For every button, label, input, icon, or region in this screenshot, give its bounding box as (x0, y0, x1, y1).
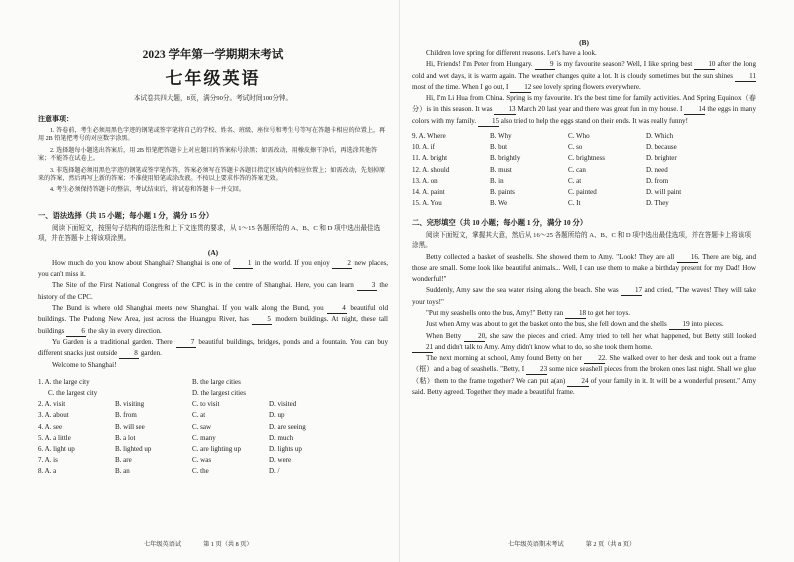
page-footer: 七年级英语期末考试 第 2 页（共 8 页） (508, 541, 636, 548)
option[interactable]: B. lighted up (115, 445, 152, 454)
passage-a-title: (A) (207, 247, 219, 257)
passage-a-paragraph: How much do you know about Shanghai? Shanghai is one of 1 in the world. If you enjoy 2 new places, you can't miss it. (38, 258, 388, 279)
option-row (38, 399, 388, 410)
answer-blank[interactable]: 22 (584, 354, 605, 364)
option[interactable]: B. brightly (490, 154, 521, 163)
option[interactable]: 12. A. should (412, 165, 450, 174)
option[interactable]: 11. A. bright (412, 154, 448, 163)
answer-blank[interactable]: 1 (233, 259, 253, 269)
notice-item: 1. 答卷前，考生必须用黑色字迹的钢笔或签字笔将自己的学校、姓名、班级、座位号和考生号等写在答题卡相应的位置上，再用 2B 铅笔把考号的对应数字涂黑。 (38, 128, 386, 143)
option-row (38, 410, 388, 421)
option[interactable]: 15. A. You (412, 199, 442, 208)
section2-instructions: 阅读下面短文，掌握其大意，然后从 16～25 各题所给的 A、B、C 和 D 项中选出最佳选项，并在答题卡上将该项涂黑。 (412, 231, 751, 249)
option[interactable]: B. We (490, 199, 508, 208)
notice-item: 2. 选择题每小题选出答案后，用 2B 铅笔把答题卡上对应题目的答案标号涂黑；如需改动，用橡皮擦干净后，再选涂其他答案；不能答在试卷上。 (38, 147, 378, 163)
cloze-paragraph: "Put my seashells onto the bus, Amy!" Betty ran 18 to get her toys. (426, 308, 631, 317)
option[interactable]: D. much (269, 433, 294, 442)
option[interactable]: B. Why (490, 132, 512, 141)
answer-blank[interactable]: 3 (357, 281, 377, 291)
option[interactable]: D. brighter (646, 154, 677, 163)
cloze-paragraph: The next morning at school, Amy found Betty on her 22. She walked over to her desk and took out a frame（框）and a bag of seashells. "Betty, I 23 some nice seashell pieces from the broken ones last night. Shall we glue（粘）them to the frame together? We can put a(an) 24 of your family in it. It will be a wonderful present." Amy said. Betty agreed. Together they made a beautiful frame. (412, 354, 756, 397)
option-row (412, 176, 756, 187)
option[interactable]: C. was (192, 456, 212, 465)
answer-blank[interactable]: 10 (694, 60, 715, 70)
option[interactable]: D. Which (646, 132, 674, 141)
option[interactable]: 2. A. visit (38, 400, 66, 409)
option[interactable]: C. painted (568, 188, 597, 197)
options-b (412, 131, 756, 209)
option[interactable]: D. need (646, 165, 668, 174)
option[interactable]: C. at (192, 411, 206, 420)
page-right (400, 0, 794, 562)
passage-b-title: (B) (579, 38, 589, 47)
option[interactable]: C. the largest city (48, 389, 98, 398)
answer-blank[interactable]: 11 (735, 72, 756, 82)
option[interactable]: D. lights up (269, 445, 302, 454)
option[interactable]: D. / (269, 467, 280, 476)
option-row (38, 444, 388, 455)
option[interactable]: C. can (568, 165, 586, 174)
option-row (412, 131, 756, 142)
cloze-paragraph: When Betty 20, she saw the pieces and cried. Amy tried to tell her what happened, but Betty still looked 21 and didn't talk to Amy. Amy didn't know what to do, so she took them home. (412, 331, 756, 354)
notice-item: 3. 非选择题必须用黑色字迹的钢笔或签字笔作答，答案必须写在答题卡各题目指定区域内的相应位置上；如需改动，先划掉原来的答案，然后再写上新的答案；不准使用铅笔或涂改液。不按以上要求作答的答案无效。 (38, 167, 386, 183)
option[interactable]: B. are (115, 456, 132, 465)
option[interactable]: B. the large cities (192, 377, 241, 386)
option[interactable]: C. Who (568, 132, 590, 141)
answer-blank[interactable]: 14 (684, 105, 705, 115)
option[interactable]: 14. A. paint (412, 188, 445, 197)
option[interactable]: D. up (269, 411, 285, 420)
option[interactable]: 10. A. if (412, 143, 435, 152)
answer-blank[interactable]: 6 (66, 327, 86, 337)
answer-blank[interactable]: 13 (494, 105, 515, 115)
option[interactable]: B. from (115, 411, 137, 420)
option-row (38, 422, 388, 433)
section1-title: 一、语法选择（共 15 小题；每小题 1 分，满分 15 分） (38, 210, 214, 220)
answer-blank[interactable]: 20 (464, 332, 485, 342)
answer-blank[interactable]: 21 (412, 343, 433, 353)
exam-title: 2023 学年第一学期期末考试 (142, 49, 284, 61)
option[interactable]: C. the (192, 467, 209, 476)
answer-blank[interactable]: 2 (332, 259, 352, 269)
option[interactable]: D. the largest cities (192, 389, 246, 398)
option[interactable]: C. saw (192, 422, 212, 431)
option[interactable]: B. will see (115, 422, 145, 431)
option[interactable]: D. are seeing (269, 422, 306, 431)
option[interactable]: 13. A. on (412, 176, 438, 185)
option-row (38, 455, 388, 466)
answer-blank[interactable]: 19 (669, 320, 690, 330)
option[interactable]: C. to visit (192, 400, 220, 409)
answer-blank[interactable]: 15 (478, 117, 499, 127)
notice-heading: 注意事项： (38, 115, 73, 123)
option[interactable]: C. are lighting up (192, 445, 241, 454)
answer-blank[interactable]: 12 (510, 83, 531, 93)
passage-b-paragraph: Children love spring for different reasons. Let's have a look. (426, 49, 597, 57)
option-row (412, 142, 756, 153)
page-footer: 七年级英语试 第 1 页（共 8 页） (144, 541, 253, 548)
option[interactable]: D. were (269, 456, 292, 465)
option[interactable]: B. visiting (115, 400, 145, 409)
option[interactable]: 3. A. about (38, 411, 69, 420)
notice-item: 4. 考生必须保持答题卡的整洁，考试结束后，将试卷和答题卡一并交回。 (50, 187, 245, 194)
option[interactable]: C. It (568, 199, 581, 208)
option-row (412, 187, 756, 198)
answer-blank[interactable]: 9 (535, 60, 555, 70)
option[interactable]: 8. A. a (38, 467, 57, 476)
option[interactable]: B. paints (490, 188, 515, 197)
passage-b-paragraph: Hi, I'm Li Hua from China. Spring is my favourite. It's the best time for family activities. And Spring Equinox（春分）is in this season. It was 13 March 20 last year and there was great fun in my house. I 14 the eggs in many colors with my family. 15 also tried to help the eggs stand on their ends. It was really funny! (412, 94, 756, 125)
answer-blank[interactable]: 16 (677, 253, 698, 263)
option-row (38, 388, 388, 399)
option[interactable]: 9. A. Where (412, 132, 446, 141)
option[interactable]: B. in (490, 176, 504, 185)
cloze-paragraph: Betty collected a basket of seashells. She showed them to Amy. "Look! They are all 16. There are big, and those are small. Some look like beautiful animals... Well, I can use them to make a birthday present for my Dad! How wonderful!" (412, 252, 756, 284)
answer-blank[interactable]: 18 (565, 309, 586, 319)
passage-a-paragraph: Welcome to Shanghai! (52, 360, 117, 369)
option-row (38, 377, 388, 388)
answer-blank[interactable]: 4 (327, 304, 347, 314)
option[interactable]: D. will paint (646, 188, 682, 197)
options-a (38, 377, 388, 478)
cloze-paragraph: Just when Amy was about to get the basket onto the bus, she fell down and the shells 19 into pieces. (426, 320, 724, 329)
option-row (412, 153, 756, 164)
passage-b-paragraph: Hi, Friends! I'm Peter from Hungary. 9 is my favourite season? Well, I like spring best 10 after the long cold and wet days, it is warm again. The weather changes quite a lot. It is cloudy sometimes but the sun shines 11 most of the time. When I go out, I 12 see lovely spring flowers everywhere. (412, 60, 757, 91)
answer-blank[interactable]: 5 (252, 315, 272, 325)
grade-title: 七年级英语 (165, 69, 261, 88)
option-row (412, 198, 756, 209)
option-row (412, 165, 756, 176)
option[interactable]: D. They (646, 199, 669, 208)
section2-title: 二、完形填空（共 10 小题；每小题 1 分，满分 10 分） (412, 217, 588, 227)
cloze-paragraph: Suddenly, Amy saw the sea water rising along the beach. She was 17 and cried, "The waves! They will take your toys!" (412, 286, 756, 306)
answer-blank[interactable]: 17 (621, 286, 642, 296)
option[interactable]: C. brightness (568, 154, 605, 163)
option-row (38, 466, 388, 477)
option[interactable]: B. must (490, 165, 512, 174)
option[interactable]: D. because (646, 143, 677, 152)
option[interactable]: 5. A. a little (38, 433, 71, 442)
option-row (38, 433, 388, 444)
option[interactable]: D. visited (269, 400, 297, 409)
option[interactable]: B. but (490, 143, 508, 152)
option[interactable]: D. from (646, 176, 669, 185)
exam-info: 本试卷共四大题，8页，满分90分。考试时间100分钟。 (133, 95, 293, 102)
option[interactable]: B. a lot (115, 433, 136, 442)
answer-blank[interactable]: 8 (119, 349, 139, 359)
option[interactable]: C. many (192, 433, 216, 442)
option[interactable]: 4. A. see (38, 422, 63, 431)
passage-a-paragraph: The Bund is where old Shanghai meets new Shanghai. If you walk along the Bund, you 4 beautiful old buildings. The Pudong New Area, just across the Huangpu River, has 5 modern buildings. At night, these tall buildings 6 the sky in every direction. (38, 304, 389, 335)
notice-list (38, 127, 388, 195)
passage-a-paragraph: The Site of the First National Congress of the CPC is in the centre of Shanghai. Here, you can learn 3 the history of the CPC. (38, 281, 388, 301)
option[interactable]: C. at (568, 176, 582, 185)
option[interactable]: 6. A. light up (38, 445, 75, 454)
section1-instructions: 阅读下面短文，按照句子结构的语法性和上下文连贯的要求，从 1～15 各题所给的 A、B、C 和 D 项中选出最佳选项，并在答题卡上将该项涂黑。 (38, 224, 381, 243)
passage-a-paragraph: Yu Garden is a traditional garden. There 7 beautiful buildings, bridges, ponds and a fountain. You can buy different snacks just outside 8 garden. (38, 337, 388, 358)
option[interactable]: 7. A. is (38, 456, 58, 465)
answer-blank[interactable]: 24 (567, 377, 588, 387)
option[interactable]: B. an (115, 467, 130, 476)
answer-blank[interactable]: 23 (526, 365, 547, 375)
option[interactable]: 1. A. the large city (38, 377, 90, 386)
option[interactable]: C. so (568, 143, 583, 152)
answer-blank[interactable]: 7 (176, 338, 196, 348)
